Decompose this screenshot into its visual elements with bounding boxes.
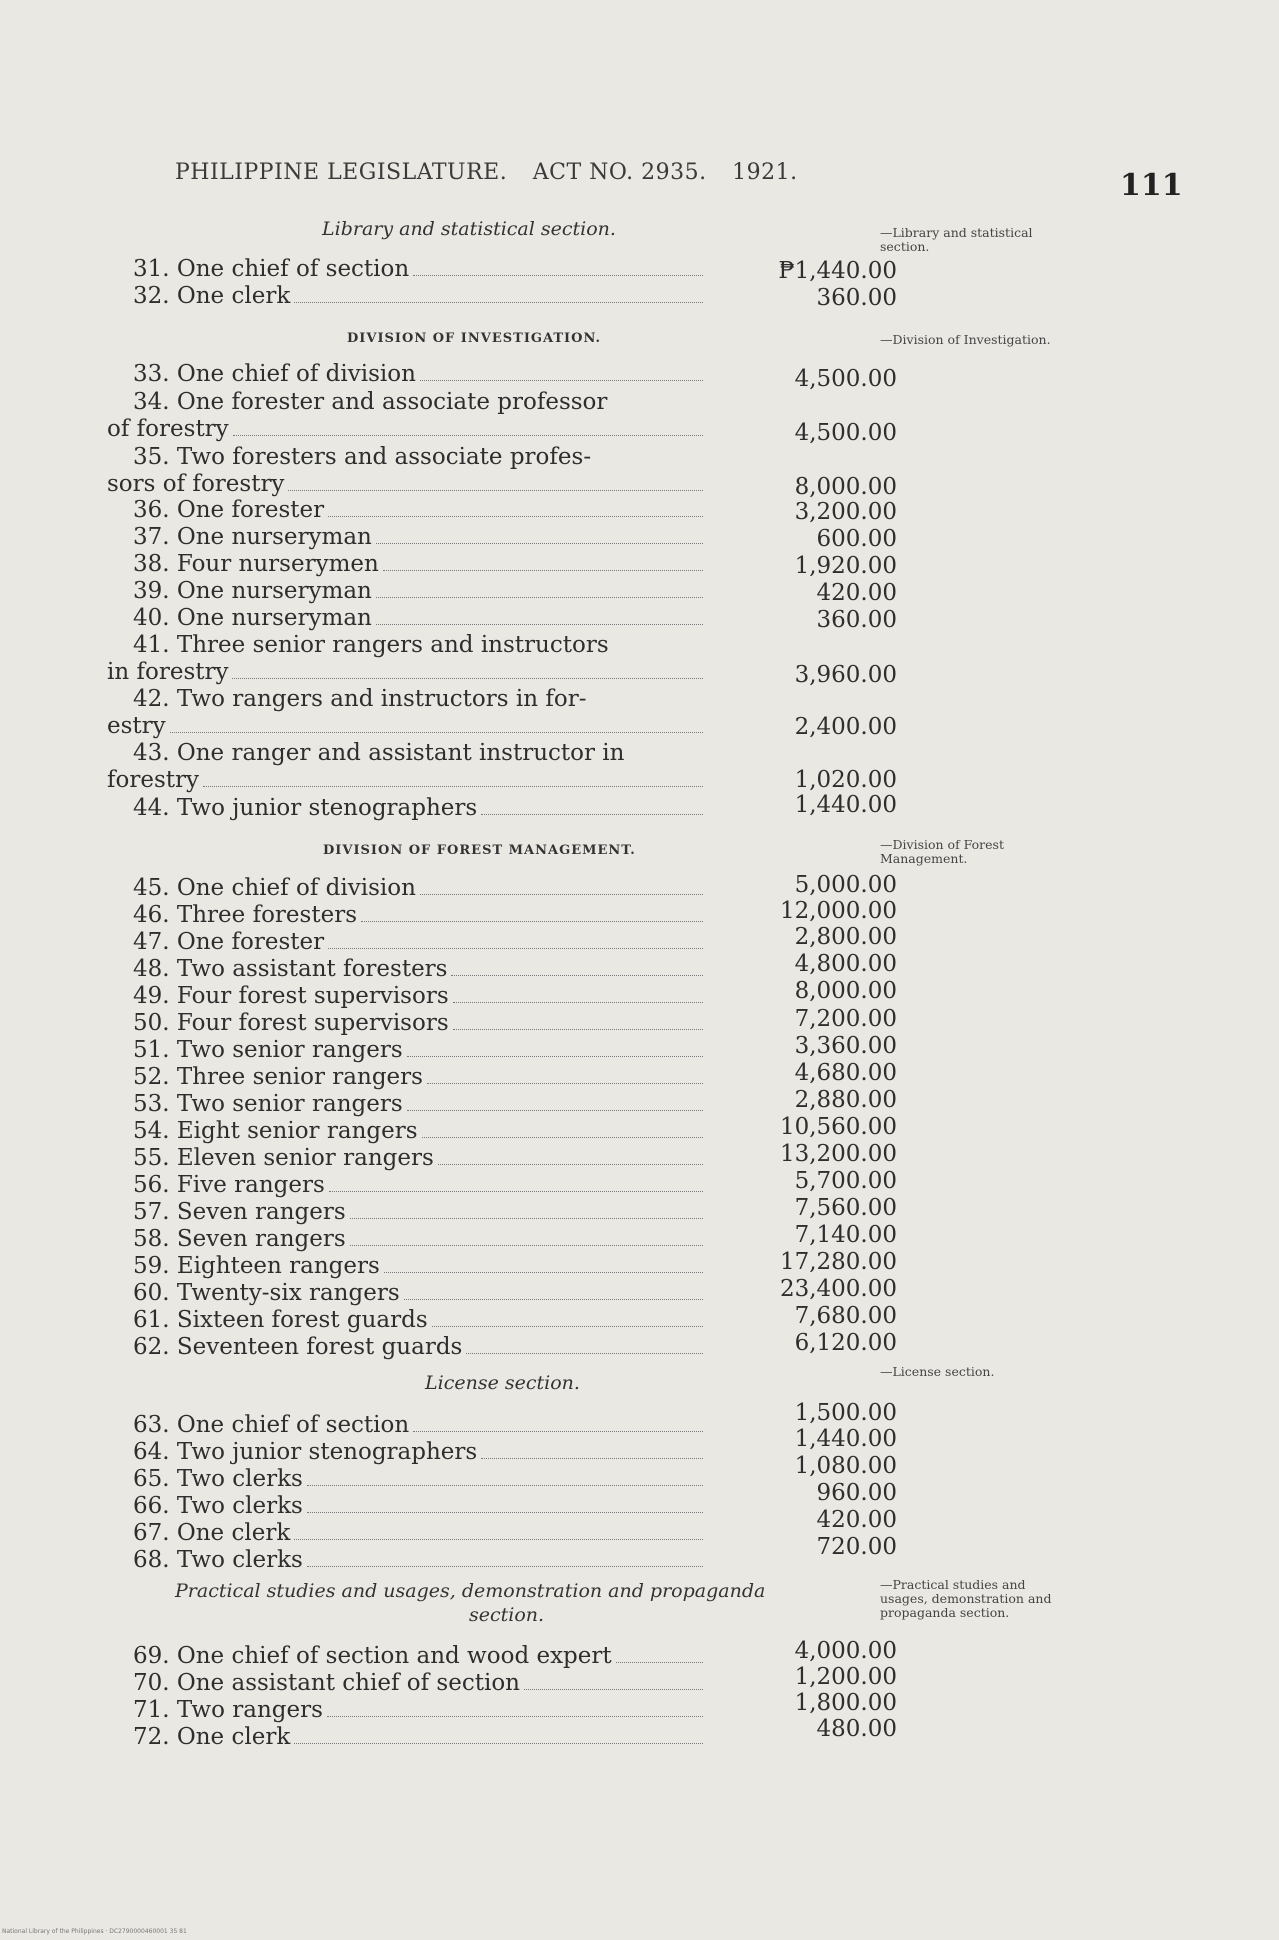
amount: 1,200.00 xyxy=(794,1664,897,1690)
running-head-act: ACT NO. 2935. xyxy=(532,160,707,185)
margin-note-investigation: —Division of Investigation. xyxy=(880,332,1051,347)
amount: 2,880.00 xyxy=(794,1087,897,1113)
list-item: 58. Seven rangers xyxy=(107,1226,707,1253)
amount: 960.00 xyxy=(816,1480,897,1506)
section-title-practical-cont: section. xyxy=(469,1604,545,1626)
list-item: 59. Eighteen rangers xyxy=(107,1253,707,1280)
amount: 4,680.00 xyxy=(794,1060,897,1086)
amount: 480.00 xyxy=(816,1716,897,1742)
list-item: 50. Four forest supervisors xyxy=(107,1010,707,1037)
list-item: 42. Two rangers and instructors in for- estry xyxy=(107,686,707,740)
amount: 7,680.00 xyxy=(794,1303,897,1329)
section-title-investigation: DIVISION OF INVESTIGATION. xyxy=(347,331,602,346)
amount: 8,000.00 xyxy=(794,978,897,1004)
list-item: 31. One chief of section xyxy=(107,256,707,283)
margin-note-license: —License section. xyxy=(880,1364,995,1379)
amount: 420.00 xyxy=(816,580,897,606)
amount: 3,360.00 xyxy=(794,1033,897,1059)
amount: 1,500.00 xyxy=(794,1400,897,1426)
section-title-forest-management: DIVISION OF FOREST MANAGEMENT. xyxy=(323,843,636,858)
list-item: 39. One nurseryman xyxy=(107,578,707,605)
running-head-year: 1921. xyxy=(732,160,798,185)
list-item: 63. One chief of section xyxy=(107,1412,707,1439)
list-item: 72. One clerk xyxy=(107,1724,707,1751)
running-head xyxy=(175,160,816,185)
amount: 600.00 xyxy=(816,526,897,552)
amount: 1,080.00 xyxy=(794,1453,897,1479)
list-item: 41. Three senior rangers and instructors in forestry xyxy=(107,632,707,686)
amount: 7,140.00 xyxy=(794,1222,897,1248)
amount: 2,400.00 xyxy=(794,714,897,740)
amount: 360.00 xyxy=(816,285,897,311)
amount: 1,800.00 xyxy=(794,1690,897,1716)
amount: 6,120.00 xyxy=(794,1330,897,1356)
amount: 2,800.00 xyxy=(794,924,897,950)
amount: 1,440.00 xyxy=(794,1426,897,1452)
amount: 17,280.00 xyxy=(779,1249,897,1275)
list-item: 47. One forester xyxy=(107,929,707,956)
amount: 4,800.00 xyxy=(794,951,897,977)
amount: 5,000.00 xyxy=(794,872,897,898)
list-item: 37. One nurseryman xyxy=(107,524,707,551)
amount: 4,000.00 xyxy=(794,1638,897,1664)
list-item: 69. One chief of section and wood expert xyxy=(107,1643,707,1670)
amount: 7,560.00 xyxy=(794,1195,897,1221)
list-item: 36. One forester xyxy=(107,497,707,524)
list-item: 70. One assistant chief of section xyxy=(107,1670,707,1697)
amount: 12,000.00 xyxy=(779,898,897,924)
amount: 4,500.00 xyxy=(794,420,897,446)
list-item: 33. One chief of division xyxy=(107,361,707,388)
list-item: 62. Seventeen forest guards xyxy=(107,1334,707,1361)
amount: 1,020.00 xyxy=(794,767,897,793)
list-item: 49. Four forest supervisors xyxy=(107,983,707,1010)
list-item: 66. Two clerks xyxy=(107,1493,707,1520)
page-number: 111 xyxy=(1120,168,1183,203)
amount: 13,200.00 xyxy=(779,1141,897,1167)
list-item: 44. Two junior stenographers xyxy=(107,795,707,822)
list-item: 35. Two foresters and associate profes- sors of forestry xyxy=(107,444,707,498)
amount: 8,000.00 xyxy=(794,474,897,500)
amount: 720.00 xyxy=(816,1534,897,1560)
list-item: 54. Eight senior rangers xyxy=(107,1118,707,1145)
margin-note-forest-management: —Division of Forest Management. xyxy=(880,837,1004,866)
amount: ₱1,440.00 xyxy=(778,258,897,284)
list-item: 48. Two assistant foresters xyxy=(107,956,707,983)
amount: 1,920.00 xyxy=(794,553,897,579)
list-item: 57. Seven rangers xyxy=(107,1199,707,1226)
running-head-title: PHILIPPINE LEGISLATURE. xyxy=(175,160,508,185)
margin-note-library: —Library and statistical section. xyxy=(880,225,1033,254)
margin-note-practical: —Practical studies and usages, demonstration and propaganda section. xyxy=(880,1577,1052,1620)
list-item: 68. Two clerks xyxy=(107,1547,707,1574)
list-item: 46. Three foresters xyxy=(107,902,707,929)
amount: 5,700.00 xyxy=(794,1168,897,1194)
list-item: 61. Sixteen forest guards xyxy=(107,1307,707,1334)
amount: 1,440.00 xyxy=(794,792,897,818)
amount: 23,400.00 xyxy=(779,1276,897,1302)
section-title-license: License section. xyxy=(425,1372,580,1394)
list-item: 40. One nurseryman xyxy=(107,605,707,632)
list-item: 32. One clerk xyxy=(107,283,707,310)
list-item: 67. One clerk xyxy=(107,1520,707,1547)
list-item: 52. Three senior rangers xyxy=(107,1064,707,1091)
amount: 3,960.00 xyxy=(794,662,897,688)
list-item: 43. One ranger and assistant instructor in forestry xyxy=(107,740,707,794)
amount: 3,200.00 xyxy=(794,499,897,525)
list-item: 34. One forester and associate professor of forestry xyxy=(107,389,707,443)
list-item: 53. Two senior rangers xyxy=(107,1091,707,1118)
footer-stamp: National Library of the Philippines · DC2790000460001 35 81 xyxy=(2,1928,187,1935)
list-item: 55. Eleven senior rangers xyxy=(107,1145,707,1172)
list-item: 38. Four nurserymen xyxy=(107,551,707,578)
section-title-practical: Practical studies and usages, demonstration and propaganda xyxy=(175,1580,766,1602)
list-item: 65. Two clerks xyxy=(107,1466,707,1493)
amount: 420.00 xyxy=(816,1507,897,1533)
list-item: 51. Two senior rangers xyxy=(107,1037,707,1064)
amount: 360.00 xyxy=(816,607,897,633)
amount: 10,560.00 xyxy=(779,1114,897,1140)
list-item: 56. Five rangers xyxy=(107,1172,707,1199)
list-item: 60. Twenty-six rangers xyxy=(107,1280,707,1307)
section-title-library: Library and statistical section. xyxy=(322,218,616,240)
list-item: 71. Two rangers xyxy=(107,1697,707,1724)
list-item: 45. One chief of division xyxy=(107,875,707,902)
list-item: 64. Two junior stenographers xyxy=(107,1439,707,1466)
amount: 4,500.00 xyxy=(794,366,897,392)
amount: 7,200.00 xyxy=(794,1006,897,1032)
